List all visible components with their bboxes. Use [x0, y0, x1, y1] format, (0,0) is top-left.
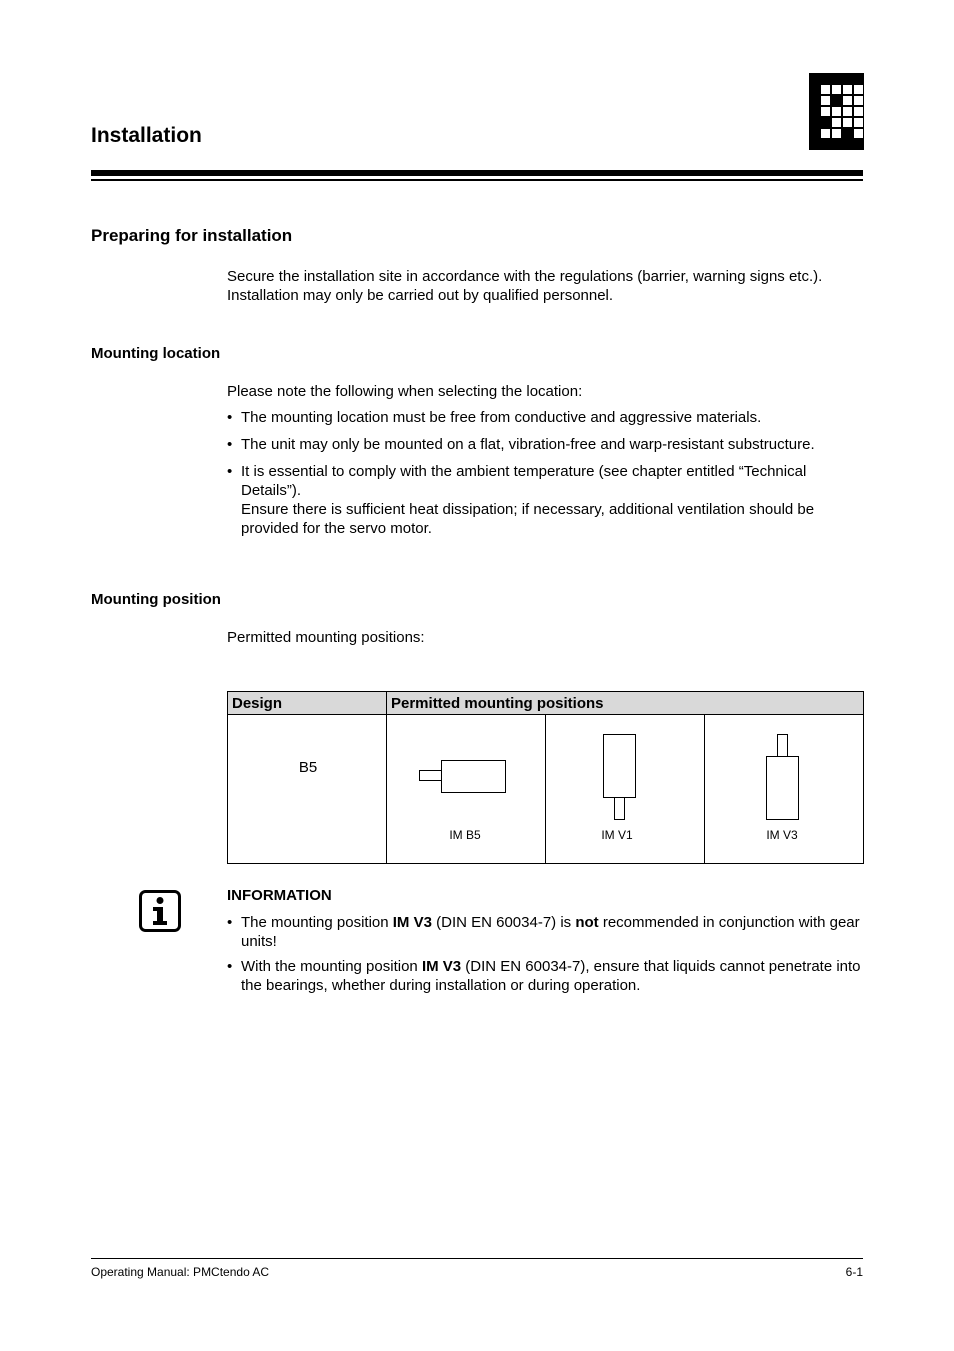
position-label-im-v1: IM V1 — [601, 828, 633, 842]
logo-cell — [810, 96, 820, 106]
motor-horizontal-icon — [420, 761, 506, 793]
logo-cell — [843, 107, 853, 117]
information-title: INFORMATION — [227, 887, 332, 904]
info-text: With the mounting position — [241, 958, 422, 975]
page-number: 6-1 — [845, 1265, 863, 1279]
list-item — [227, 913, 867, 951]
logo-cell — [843, 96, 853, 106]
logo-cell — [854, 85, 864, 95]
info-text: (DIN EN 60034-7) is — [431, 914, 576, 931]
logo-cell — [821, 85, 831, 95]
logo-cell — [843, 140, 853, 150]
table-cell-design: B5 — [298, 759, 318, 776]
logo-cell — [832, 74, 842, 84]
logo-cell — [821, 129, 831, 139]
footer-document-title: Operating Manual: PMCtendo AC — [91, 1265, 270, 1279]
logo-cell — [810, 85, 820, 95]
logo-cell — [821, 107, 831, 117]
position-label-im-b5: IM B5 — [449, 828, 481, 842]
info-emphasis: not — [575, 914, 599, 931]
position-label-im-v3: IM V3 — [766, 828, 798, 842]
logo-cell — [810, 74, 820, 84]
header-rule — [91, 170, 863, 176]
footer-rule — [91, 1258, 863, 1259]
logo-cell — [854, 96, 864, 106]
logo-cell — [843, 74, 853, 84]
logo-cell — [832, 140, 842, 150]
list-item — [227, 957, 867, 995]
information-icon — [139, 890, 181, 932]
logo-cell — [832, 107, 842, 117]
logo-cell — [854, 118, 864, 128]
logo-cell — [810, 118, 820, 128]
logo-cell — [832, 129, 842, 139]
logo-cell — [810, 129, 820, 139]
preparing-paragraph: Secure the installation site in accordance with the regulations (barrier, warning signs etc.). Installation may only be carried out by qualified personnel. — [227, 268, 823, 304]
logo-cell — [821, 118, 831, 128]
logo-cell — [854, 74, 864, 84]
logo-cell — [843, 129, 853, 139]
list-item-text: Ensure there is sufficient heat dissipation; if necessary, additional ventilation should be provided for the servo motor. — [241, 501, 815, 537]
logo-cell — [821, 140, 831, 150]
info-emphasis: IM V3 — [421, 958, 462, 975]
table-header-design: Design — [232, 695, 283, 712]
logo-cell — [843, 118, 853, 128]
location-intro: Please note the following when selecting the location: — [227, 383, 583, 400]
list-item-text: It is essential to comply with the ambient temperature (see chapter entitled “Technical Details”). — [241, 463, 807, 499]
location-bullet-list — [227, 408, 867, 546]
chapter-title: Installation — [91, 124, 202, 147]
info-text: (DIN EN 60034-7), ensure that liquids cannot penetrate into the bearings, whether during installation or during operation. — [241, 958, 861, 994]
info-text: The mounting position — [241, 914, 393, 931]
logo-cell — [843, 85, 853, 95]
section-heading-preparing: Preparing for installation — [91, 226, 293, 245]
logo-cell — [810, 140, 820, 150]
list-item: • The unit may only be mounted on a flat, vibration-free and warp-resistant substructure. — [227, 435, 867, 454]
info-emphasis: IM V3 — [392, 914, 432, 931]
logo-cell — [821, 74, 831, 84]
section-heading-position: Mounting position — [91, 591, 221, 608]
list-item — [227, 462, 867, 538]
section-heading-location: Mounting location — [91, 345, 221, 362]
logo-cell — [854, 107, 864, 117]
header-rule-thin — [91, 179, 863, 181]
company-logo-icon — [809, 73, 865, 151]
logo-cell — [810, 107, 820, 117]
table-header-positions: Permitted mounting positions — [391, 695, 604, 712]
motor-vertical-shaft-up-icon — [767, 735, 799, 820]
logo-cell — [832, 118, 842, 128]
logo-cell — [821, 96, 831, 106]
logo-cell — [832, 85, 842, 95]
logo-cell — [854, 140, 864, 150]
motor-vertical-shaft-down-icon — [604, 735, 636, 820]
list-item: • The mounting location must be free from conductive and aggressive materials. — [227, 408, 867, 427]
information-list — [227, 913, 867, 1001]
logo-cell — [854, 129, 864, 139]
info-text: recommended in conjunction with gear units! — [241, 914, 860, 950]
mounting-positions-table — [227, 691, 864, 864]
position-intro: Permitted mounting positions: — [227, 629, 425, 646]
logo-cell — [832, 96, 842, 106]
